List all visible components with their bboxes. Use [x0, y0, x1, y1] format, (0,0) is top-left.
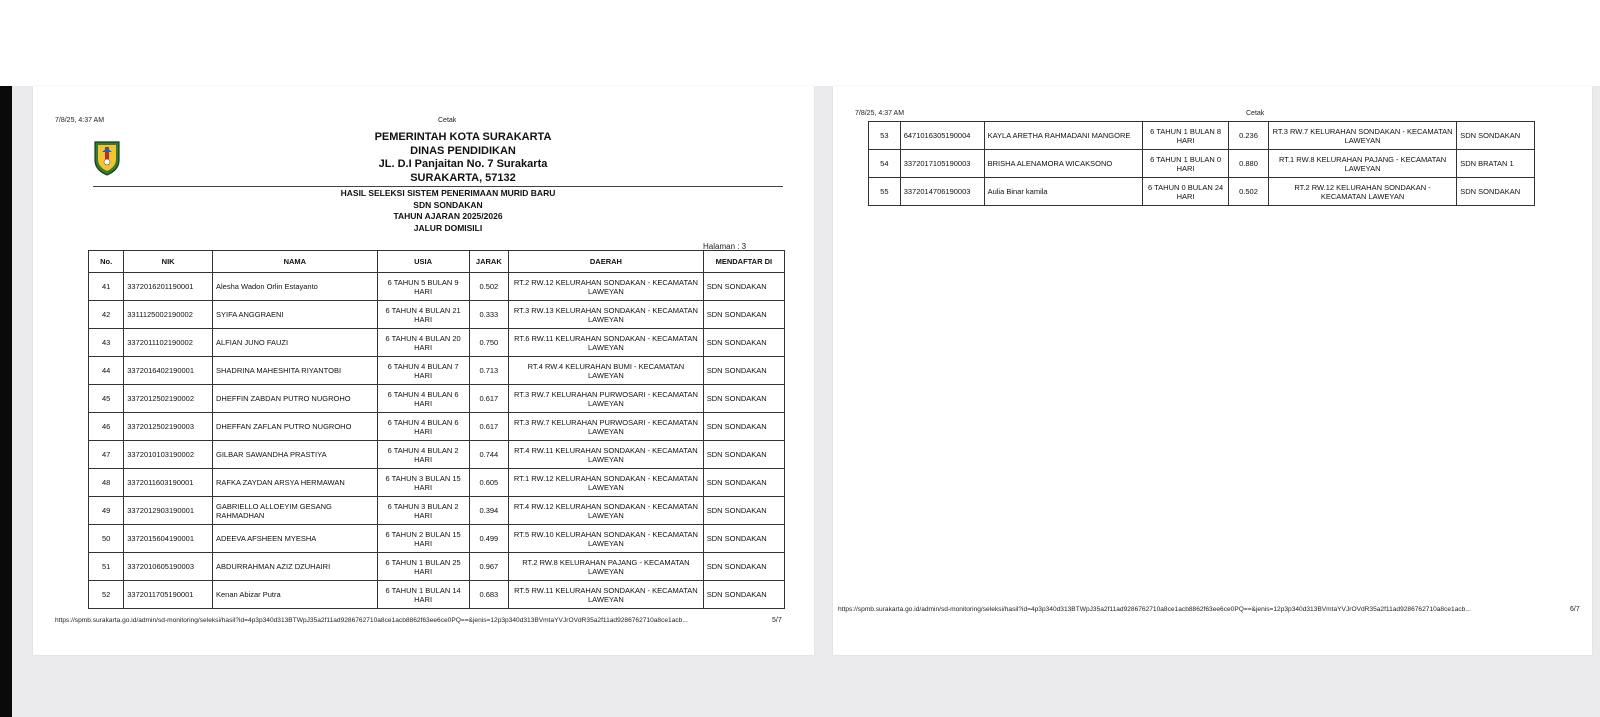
- cell-daerah: RT.1 RW.12 KELURAHAN SONDAKAN - KECAMATAN LAWEYAN: [509, 469, 704, 497]
- cell-nama: ABDURRAHMAN AZIZ DZUHAIRI: [213, 553, 378, 581]
- cell-daerah: RT.2 RW.8 KELURAHAN PAJANG - KECAMATAN LAWEYAN: [509, 553, 704, 581]
- cell-daerah: RT.3 RW.7 KELURAHAN SONDAKAN - KECAMATAN LAWEYAN: [1268, 122, 1456, 150]
- cell-jarak: 0.499: [469, 525, 509, 553]
- cell-mendaftar: SDN SONDAKAN: [703, 581, 784, 609]
- cell-usia: 6 TAHUN 3 BULAN 15 HARI: [377, 469, 469, 497]
- cell-nama: BRISHA ALENAMORA WICAKSONO: [984, 150, 1143, 178]
- cell-no: 47: [89, 441, 124, 469]
- document-page-6: [833, 86, 1592, 655]
- cell-nama: ADEEVA AFSHEEN MYESHA: [213, 525, 378, 553]
- column-header: MENDAFTAR DI: [703, 251, 784, 273]
- cell-nama: DHEFFAN ZAFLAN PUTRO NUGROHO: [213, 413, 378, 441]
- cell-jarak: 0.880: [1229, 150, 1269, 178]
- cell-mendaftar: SDN SONDAKAN: [1457, 122, 1535, 150]
- print-timestamp: 7/8/25, 4:37 AM: [855, 110, 905, 117]
- cell-mendaftar: SDN SONDAKAN: [703, 273, 784, 301]
- cell-nama: Alesha Wadon Orlin Estayanto: [213, 273, 378, 301]
- cell-jarak: 0.502: [469, 273, 509, 301]
- cell-jarak: 0.236: [1229, 122, 1269, 150]
- cell-mendaftar: SDN SONDAKAN: [703, 553, 784, 581]
- column-header: No.: [89, 251, 124, 273]
- table-row: [869, 178, 1535, 206]
- cell-nik: 3372017105190003: [900, 150, 984, 178]
- cell-mendaftar: SDN SONDAKAN: [703, 441, 784, 469]
- cell-no: 45: [89, 385, 124, 413]
- cell-usia: 6 TAHUN 0 BULAN 24 HARI: [1143, 178, 1229, 206]
- table-row: [89, 385, 785, 413]
- cell-no: 53: [869, 122, 901, 150]
- cell-usia: 6 TAHUN 4 BULAN 21 HARI: [377, 301, 469, 329]
- letterhead-line-1: PEMERINTAH KOTA SURAKARTA: [374, 131, 552, 143]
- cell-nik: 3372010605190003: [124, 553, 213, 581]
- cell-usia: 6 TAHUN 1 BULAN 14 HARI: [377, 581, 469, 609]
- footer-url: https://spmb.surakarta.go.id/admin/sd-monitoring/seleksi/hasil?id=4p3p340d313BTWpJ35a2f11ad9286762710a8ce1acb8862f63ee6ce0PQ==&jenis=12p3p340d313BVmtaYVJrOVdR35a2f11ad9286762710a8ce1acb...: [55, 617, 688, 624]
- cell-nik: 3372011603190001: [124, 469, 213, 497]
- cell-no: 44: [89, 357, 124, 385]
- letterhead-line-2: DINAS PENDIDIKAN: [410, 144, 516, 157]
- cell-nik: 3372014706190003: [900, 178, 984, 206]
- cell-nama: DHEFFIN ZABDAN PUTRO NUGROHO: [213, 385, 378, 413]
- cell-nama: SHADRINA MAHESHITA RIYANTOBI: [213, 357, 378, 385]
- footer-page-count: 6/7: [1570, 606, 1580, 613]
- footer-page-count: 5/7: [772, 617, 782, 624]
- cell-daerah: RT.4 RW.11 KELURAHAN SONDAKAN - KECAMATAN LAWEYAN: [509, 441, 704, 469]
- cell-nama: RAFKA ZAYDAN ARSYA HERMAWAN: [213, 469, 378, 497]
- table-row: [89, 329, 785, 357]
- column-header: DAERAH: [509, 251, 704, 273]
- surakarta-seal-logo: [93, 138, 121, 176]
- results-table: [88, 250, 785, 609]
- cell-nama: SYIFA ANGGRAENI: [213, 301, 378, 329]
- cell-nik: 3372015604190001: [124, 525, 213, 553]
- cell-mendaftar: SDN BRATAN 1: [1457, 150, 1535, 178]
- table-row: [89, 581, 785, 609]
- cell-daerah: RT.2 RW.12 KELURAHAN SONDAKAN - KECAMATAN LAWEYAN: [509, 273, 704, 301]
- cell-daerah: RT.4 RW.4 KELURAHAN BUMI - KECAMATAN LAWEYAN: [509, 357, 704, 385]
- cell-daerah: RT.3 RW.7 KELURAHAN PURWOSARI - KECAMATAN LAWEYAN: [509, 413, 704, 441]
- cell-usia: 6 TAHUN 1 BULAN 0 HARI: [1143, 150, 1229, 178]
- cell-usia: 6 TAHUN 4 BULAN 6 HARI: [377, 385, 469, 413]
- cell-jarak: 0.394: [469, 497, 509, 525]
- cell-mendaftar: SDN SONDAKAN: [703, 301, 784, 329]
- cell-usia: 6 TAHUN 2 BULAN 15 HARI: [377, 525, 469, 553]
- cell-jarak: 0.605: [469, 469, 509, 497]
- cell-usia: 6 TAHUN 4 BULAN 20 HARI: [377, 329, 469, 357]
- letterhead: [293, 131, 633, 185]
- cell-no: 43: [89, 329, 124, 357]
- print-label: Cetak: [438, 117, 457, 124]
- cell-mendaftar: SDN SONDAKAN: [703, 469, 784, 497]
- cell-nik: 3372010103190002: [124, 441, 213, 469]
- cell-daerah: RT.5 RW.11 KELURAHAN SONDAKAN - KECAMATAN LAWEYAN: [509, 581, 704, 609]
- cell-usia: 6 TAHUN 5 BULAN 9 HARI: [377, 273, 469, 301]
- cell-nama: GABRIELLO ALLOEYIM GESANG RAHMADHAN: [213, 497, 378, 525]
- cell-no: 41: [89, 273, 124, 301]
- letterhead-line-3: JL. D.I Panjaitan No. 7 Surakarta: [378, 158, 548, 170]
- table-row: [89, 441, 785, 469]
- cell-nik: 3372012903190001: [124, 497, 213, 525]
- column-header: NAMA: [213, 251, 378, 273]
- cell-daerah: RT.2 RW.12 KELURAHAN SONDAKAN - KECAMATAN LAWEYAN: [1268, 178, 1456, 206]
- cell-nama: Aulia Binar kamila: [984, 178, 1143, 206]
- cell-nama: GILBAR SAWANDHA PRASTIYA: [213, 441, 378, 469]
- table-row: [89, 413, 785, 441]
- top-bar: [0, 0, 1600, 86]
- cell-nik: 3311125002190002: [124, 301, 213, 329]
- cell-usia: 6 TAHUN 1 BULAN 25 HARI: [377, 553, 469, 581]
- table-row: [89, 497, 785, 525]
- cell-usia: 6 TAHUN 4 BULAN 7 HARI: [377, 357, 469, 385]
- cell-mendaftar: SDN SONDAKAN: [703, 385, 784, 413]
- title-line-2: SDN SONDAKAN: [413, 199, 483, 210]
- cell-nama: KAYLA ARETHA RAHMADANI MANGORE: [984, 122, 1143, 150]
- cell-daerah: RT.5 RW.10 KELURAHAN SONDAKAN - KECAMATAN LAWEYAN: [509, 525, 704, 553]
- cell-usia: 6 TAHUN 3 BULAN 2 HARI: [377, 497, 469, 525]
- cell-daerah: RT.3 RW.13 KELURAHAN SONDAKAN - KECAMATAN LAWEYAN: [509, 301, 704, 329]
- table-row: [869, 150, 1535, 178]
- cell-nik: 3372012502190003: [124, 413, 213, 441]
- cell-mendaftar: SDN SONDAKAN: [703, 497, 784, 525]
- column-header: USIA: [377, 251, 469, 273]
- title-line-1: HASIL SELEKSI SISTEM PENERIMAAN MURID BARU: [340, 188, 556, 198]
- cell-jarak: 0.333: [469, 301, 509, 329]
- cell-nik: 3372011102190002: [124, 329, 213, 357]
- cell-daerah: RT.4 RW.12 KELURAHAN SONDAKAN - KECAMATAN LAWEYAN: [509, 497, 704, 525]
- cell-nik: 3372016402190001: [124, 357, 213, 385]
- cell-jarak: 0.617: [469, 413, 509, 441]
- cell-no: 42: [89, 301, 124, 329]
- left-edge-bar: [0, 86, 12, 717]
- cell-jarak: 0.750: [469, 329, 509, 357]
- table-row: [89, 301, 785, 329]
- cell-daerah: RT.6 RW.11 KELURAHAN SONDAKAN - KECAMATAN LAWEYAN: [509, 329, 704, 357]
- cell-nama: Kenan Abizar Putra: [213, 581, 378, 609]
- column-header: JARAK: [469, 251, 509, 273]
- cell-nama: ALFIAN JUNO FAUZI: [213, 329, 378, 357]
- letterhead-line-4: SURAKARTA, 57132: [410, 171, 516, 184]
- page-number-label: Halaman : 3: [703, 242, 747, 251]
- print-label: Cetak: [1246, 110, 1265, 117]
- cell-jarak: 0.617: [469, 385, 509, 413]
- table-header-row: [89, 251, 785, 273]
- cell-no: 54: [869, 150, 901, 178]
- table-row: [89, 553, 785, 581]
- cell-jarak: 0.713: [469, 357, 509, 385]
- cell-mendaftar: SDN SONDAKAN: [703, 357, 784, 385]
- cell-mendaftar: SDN SONDAKAN: [1457, 178, 1535, 206]
- cell-mendaftar: SDN SONDAKAN: [703, 525, 784, 553]
- column-header: NIK: [124, 251, 213, 273]
- cell-no: 52: [89, 581, 124, 609]
- cell-jarak: 0.744: [469, 441, 509, 469]
- cell-mendaftar: SDN SONDAKAN: [703, 329, 784, 357]
- document-titles: [323, 188, 573, 234]
- cell-no: 51: [89, 553, 124, 581]
- cell-nik: 3372012502190002: [124, 385, 213, 413]
- table-row: [89, 469, 785, 497]
- cell-daerah: RT.1 RW.8 KELURAHAN PAJANG - KECAMATAN LAWEYAN: [1268, 150, 1456, 178]
- title-line-3: TAHUN AJARAN 2025/2026: [393, 211, 503, 221]
- cell-usia: 6 TAHUN 1 BULAN 8 HARI: [1143, 122, 1229, 150]
- cell-usia: 6 TAHUN 4 BULAN 6 HARI: [377, 413, 469, 441]
- table-row: [89, 525, 785, 553]
- cell-mendaftar: SDN SONDAKAN: [703, 413, 784, 441]
- title-line-4: JALUR DOMISILI: [413, 222, 483, 233]
- cell-jarak: 0.683: [469, 581, 509, 609]
- cell-nik: 6471016305190004: [900, 122, 984, 150]
- cell-jarak: 0.967: [469, 553, 509, 581]
- footer-url: https://spmb.surakarta.go.id/admin/sd-monitoring/seleksi/hasil?id=4p3p340d313BTWpJ35a2f11ad9286762710a8ce1acb8862f63ee6ce0PQ==&jenis=12p3p340d313BVmtaYVJrOVdR35a2f11ad9286762710a8ce1acb...: [838, 606, 1471, 613]
- cell-no: 48: [89, 469, 124, 497]
- cell-daerah: RT.3 RW.7 KELURAHAN PURWOSARI - KECAMATAN LAWEYAN: [509, 385, 704, 413]
- cell-usia: 6 TAHUN 4 BULAN 2 HARI: [377, 441, 469, 469]
- results-table-continued: [868, 121, 1535, 206]
- cell-no: 50: [89, 525, 124, 553]
- cell-no: 55: [869, 178, 901, 206]
- cell-nik: 3372016201190001: [124, 273, 213, 301]
- header-divider: [93, 186, 783, 187]
- table-row: [869, 122, 1535, 150]
- cell-jarak: 0.502: [1229, 178, 1269, 206]
- document-page-5: [33, 86, 814, 655]
- table-row: [89, 273, 785, 301]
- cell-no: 49: [89, 497, 124, 525]
- print-timestamp: 7/8/25, 4:37 AM: [55, 117, 105, 124]
- cell-nik: 3372011705190001: [124, 581, 213, 609]
- table-row: [89, 357, 785, 385]
- cell-no: 46: [89, 413, 124, 441]
